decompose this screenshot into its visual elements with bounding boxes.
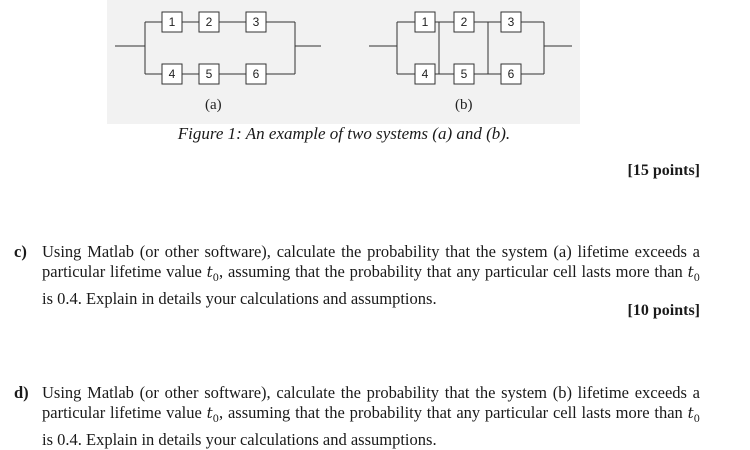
cell-a2	[199, 12, 219, 32]
cell-a3	[246, 12, 266, 32]
question-c-text-1: Using Matlab (or other software), calculate the probability that the system (a) lifetime exceeds a particular lifetime value	[42, 242, 700, 281]
question-c	[14, 242, 700, 309]
cell-label: 5	[460, 67, 468, 81]
points-b: [15 points]	[627, 162, 700, 179]
question-d-text-3: is 0.4. Explain in details your calculations and assumptions.	[42, 430, 437, 449]
question-d-text	[42, 383, 700, 450]
cell-label: 2	[205, 15, 213, 29]
question-d-text-2: , assuming that the probability that any particular cell lasts more than	[219, 403, 688, 422]
points-c: [10 points]	[627, 302, 700, 319]
systems-diagram	[107, 0, 580, 124]
cell-a6	[246, 64, 266, 84]
cell-a4	[162, 64, 182, 84]
cell-label: 4	[168, 67, 176, 81]
question-d-label: d)	[14, 383, 29, 402]
reliability-figure	[107, 0, 580, 124]
question-c-label: c)	[14, 242, 27, 261]
t0-symbol: $t_0$	[206, 404, 220, 425]
system-a-label: (a)	[205, 97, 222, 113]
cell-label: 3	[507, 15, 515, 29]
cell-b1	[415, 12, 435, 32]
t0-symbol: $t_0$	[687, 263, 700, 284]
question-d-text-1: Using Matlab (or other software), calculate the probability that the system (b) lifetime exceeds a particular lifetime value	[42, 383, 700, 422]
cell-label: 2	[460, 15, 468, 29]
cell-b5	[454, 64, 474, 84]
figure-caption: Figure 1: An example of two systems (a) and (b).	[177, 124, 511, 143]
question-c-text	[42, 242, 700, 309]
cell-b2	[454, 12, 474, 32]
question-c-text-3: is 0.4. Explain in details your calculations and assumptions.	[42, 289, 437, 308]
cell-b4	[415, 64, 435, 84]
cell-a5	[199, 64, 219, 84]
cell-label: 4	[421, 67, 429, 81]
cell-label: 1	[168, 15, 176, 29]
t0-symbol: $t_0$	[687, 404, 700, 425]
cell-b3	[501, 12, 521, 32]
cell-label: 3	[252, 15, 260, 29]
cell-label: 6	[507, 67, 515, 81]
system-b-label: (b)	[455, 97, 473, 113]
t0-symbol: $t_0$	[206, 263, 220, 284]
system-a-diagram	[115, 12, 321, 84]
cell-label: 5	[205, 67, 213, 81]
cell-a1	[162, 12, 182, 32]
cell-b6	[501, 64, 521, 84]
cell-label: 1	[421, 15, 429, 29]
question-d	[14, 383, 700, 450]
question-c-text-2: , assuming that the probability that any particular cell lasts more than	[219, 262, 688, 281]
cell-label: 6	[252, 67, 260, 81]
system-b-diagram	[369, 12, 572, 84]
